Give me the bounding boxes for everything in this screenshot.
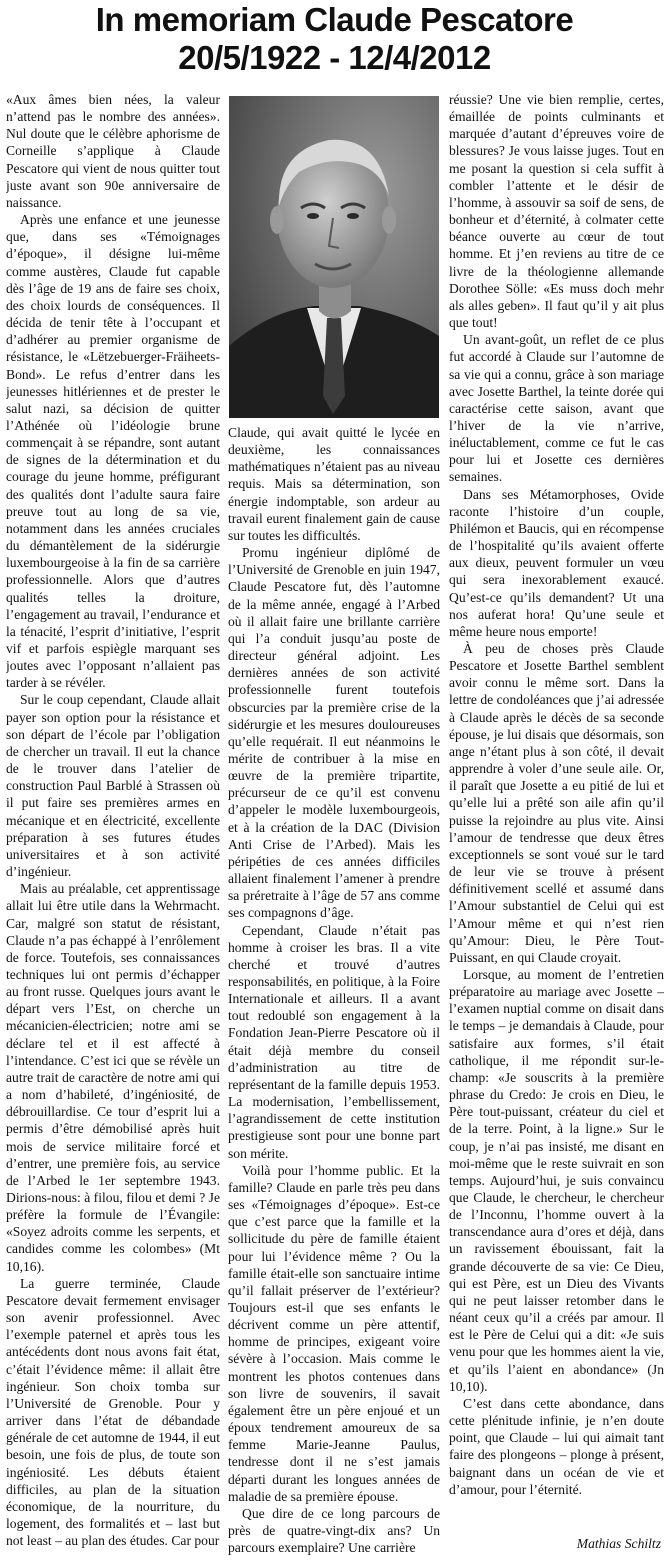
article-column-2 (228, 424, 440, 1563)
paragraph: À peu de choses près Claude Pescatore et Josette Barthel semblent avoir connu le même sort. Dans la lettre de condoléances que j’ai adressée à Claude après le décès de sa seconde épouse, je lui disais que désormais, son ange n’étant plus à son côté, il devait apprendre à voler d’une seule aile. Or, il paraît que Josette a eu pitié de lui et qu’elle lui a prêté son aile afin qu’il puisse la rejoindre au plus vite. Ainsi l’amour de tendresse que deux êtres exceptionnels se sont voué sur le tard de leur vie se trouve à présent définitivement scellé et assumé dans l’Amour substantiel de Celui qui est l’Amour même et qui n’est rien qu’Amour: Dieu, le Père Tout-Puissant, en qui Claude croyait. (449, 641, 664, 965)
paragraph: Que dire de ce long parcours de près de quatre-vingt-dix ans? Un parcours exemplaire? Une carrière (228, 1505, 440, 1556)
page-title: In memoriam Claude Pescatore (95, 1, 574, 38)
article-column-1 (6, 91, 220, 1557)
article-column-3 (449, 91, 664, 1531)
paragraph: Sur le coup cependant, Claude allait payer son option pour la résistance et son départ de l’école par l’obligation de chercher un travail. Il eut la chance de le trouver dans l’atelier de construction Paul Barblé à Strassen où il put faire ses premières armes en mécanique et en électricité, excellente préparation à ses futures études universitaires et à son activité d’ingénieur. (6, 692, 220, 880)
paragraph: Mais au préalable, cet apprentissage allait lui être utile dans la Wehrmacht. Car, malgré son statut de résistant, Claude n’a pas échappé à l’enrôlement de force. Toutefois, ses connaissances techniques lui ont permis d’échapper au front russe. Quelques jours avant le départ vers l’Est, on cherche un mécanicien-électricien; notre ami se déclare tel et il est affecté à l’intendance. C’est ici que se révèle un autre trait de caractère de notre ami qui a nom d’habileté, d’ingéniosité, de débrouillardise. Ce tour d’esprit lui a permis d’être démobilisé après huit mois de service militaire forcé et d’entrer, une première fois, au service de l’Arbed le 1er septembre 1943. Dirions-nous: à filou, filou et demi ? Je préfère la formule de l’Évangile: «Soyez adroits comme les serpents, et candides comme les colombes» (Mt 10,16). (6, 881, 220, 1274)
paragraph: Promu ingénieur diplômé de l’Université de Grenoble en juin 1947, Claude Pescatore fut, dès l’automne de la même année, engagé à l’Arbed où il allait faire une brillante carrière qui l’a conduit jusqu’au poste de directeur général adjoint. Les dernières années de son activité professionnelle furent toutefois obscurcies par la première crise de la sidérurgie et les mesures douloureuses qu’elle requérait. Il eut néanmoins le mérite de contribuer à la mise en œuvre de la première tripartite, précurseur de ce qu’il est convenu d’appeler le modèle luxembourgeois, et à la création de la DAC (Division Anti Crise de l’Arbed). Mais les péripéties de ces années difficiles allaient finalement l’amener à prendre sa préretraite à l’âge de 57 ans comme ses compagnons d’âge. (228, 545, 440, 921)
page-subtitle-dates: 20/5/1922 - 12/4/2012 (178, 39, 491, 76)
paragraph: La guerre terminée, Claude Pescatore devait fermement envisager son avenir professionnel. Avec l’exemple paternel et après tous les antécédents dont nous avons fait état, c’était l’évidence même: il allait être ingénieur. Son choix tomba sur l’Université de Grenoble. Pour y arriver dans l’état de débandade générale de cet automne de 1944, il eut besoin, une fois de plus, de toute son ingéniosité. Les débuts étaient difficiles, au plan de la situation économique, de la nourriture, du logement, des formalités et – last but not least – au plan des études. Car pour (6, 1275, 220, 1549)
author-signature: Mathias Schiltz (576, 1536, 661, 1551)
portrait-illustration (229, 96, 439, 418)
paragraph: Claude, qui avait quitté le lycée en deuxième, les connaissances mathématiques n’étaient pas au niveau requis. Mais sa détermination, son énergie indomptable, son ardeur au travail eurent finalement gain de cause sur toutes les difficultés. (228, 425, 440, 543)
paragraph: Voilà pour l’homme public. Et la famille? Claude en parle très peu dans ses «Témoignages d’époque». Est-ce que c’est parce que la famille et la sollicitude du père de famille étaient pour lui l’évidence même ? Ou la famille était-elle son sanctuaire intime qu’il fallait préserver de l’extérieur? Toujours est-il que ses enfants le décrivent comme un père attentif, homme de principes, exigeant voire sévère à l’occasion. Mais comme le montrent les photos contenues dans son livre de souvenirs, il savait également être un père enjoué et un époux tendrement amoureux de sa femme Marie-Jeanne Paulus, tendresse dont il ne s’est jamais départi durant les longues années de maladie de sa première épouse. (228, 1162, 440, 1504)
paragraph: Un avant-goût, un reflet de ce plus fut accordé à Claude sur l’automne de sa vie qui a connu, grâce à son mariage avec Josette Barthel, la teinte dorée qui caractérise cette saison, avant que l’hiver de la vie n’arrive, inéluctablement, comme ce fut le cas pour lui et Josette ces dernières semaines. (449, 332, 664, 485)
portrait-photo (229, 96, 439, 418)
paragraph: Après une enfance et une jeunesse que, dans ses «Témoignages d’époque», il désigne lui-même comme austères, Claude fut capable dès l’âge de 19 ans de faire ses choix, des choix lourds de conséquences. Il décida de tenir tête à l’occupant et d’adhérer au premier organisme de résistance, le «Lëtzebuerger-Fräiheets-Bond». Le refus d’entrer dans les jeunesses hitlériennes et de prester le salut nazi, sa décision de quitter l’Athénée où l’idéologie brune commençait à se répandre, sont autant de signes de la détermination et du courage du jeune homme, préfigurant des qualités dont l’adulte saura faire preuve tout au long de sa vie, notamment dans les années cruciales du démantèlement de la sidérurgie luxembourgeoise à la fin de sa carrière professionnelle. Alors que d’autres qualités telles la droiture, l’engagement au travail, l’endurance et la ténacité, l’esprit d’initiative, l’esprit vif et parfois espiègle marquant ses joutes avec l’opposant n’allaient pas tarder à se révéler. (6, 212, 220, 691)
paragraph: «Aux âmes bien nées, la valeur n’attend pas le nombre des années». Nul doute que le célèbre aphorisme de Corneille s’applique à Claude Pescatore qui vient de nous quitter tout juste avant son 90e anniversaire de naissance. (6, 92, 220, 210)
paragraph: réussie? Une vie bien remplie, certes, émaillée de points culminants et marquée d’autant d’épreuves voire de blessures? Je vous laisse juges. Tout en me posant la question si cela suffit à combler l’attente et le désir de l’homme, à assouvir sa soif de sens, de bonheur et d’éternité, à colmater cette béance ouverte au cœur de tout homme. Et j’en reviens au titre de ce livre de la théologienne allemande Dorothee Sölle: «Es muss doch mehr als alles geben». Il faut qu’il y ait plus que tout! (449, 92, 664, 331)
paragraph: C’est dans cette abondance, dans cette plénitude infinie, je n’en doute point, que Claude – lui qui aimait tant faire des plongeons – plonge à présent, baignant dans un océan de vie et d’amour, pour l’éternité. (449, 1395, 664, 1497)
paragraph: Cependant, Claude n’était pas homme à croiser les bras. Il a vite cherché et trouvé d’autres responsabilités, en politique, à la Foire Internationale et ailleurs. Il a avant tout redoublé son engagement à la Fondation Jean-Pierre Pescatore où il était déjà membre du conseil d’administration au titre de représentant de la famille depuis 1953. La modernisation, l’embellissement, l’agrandissement de cette institution prestigieuse sont pour une bonne part son mérite. (228, 922, 440, 1161)
paragraph: Lorsque, au moment de l’entretien préparatoire au mariage avec Josette – l’examen nuptial comme on disait dans le temps – je demandais à Claude, pour satisfaire aux formes, s’il était catholique, il me répondit sur-le-champ: «Je souscrits à la première phrase du Credo: Je crois en Dieu, le Père tout-puissant, créateur du ciel et de la terre. Point, à la ligne.» Sur le coup, je n’ai pas insisté, me disant en moi-même que le reste suivrait en son temps. Aujourd’hui, je suis convaincu que Claude, le chercheur, le chercheur de l’Inconnu, l’homme ouvert à la transcendance aura d’ores et déjà, dans un ravissement ébouissant, fait la grande découverte de sa vie: Ce Dieu, qui est Père, est un Dieu des Vivants qui ne peut laisser retomber dans le néant ceux qu’il a créés par amour. Il est le Père de Celui qui a dit: «Je suis venu pour que les hommes aient la vie, et qu’ils l’aient en abondance» (Jn 10,10). (449, 966, 664, 1394)
paragraph: Dans ses Métamorphoses, Ovide raconte l’histoire d’un couple, Philémon et Baucis, qui en récompense de l’hospitalité qu’ils avaient offerte aux dieux, peuvent formuler un vœu qui sera inexorablement exaucé. Qu’est-ce qu’ils demandent? Ut una nos auferat hora! Qu’une seule et même heure nous emporte! (449, 486, 664, 639)
